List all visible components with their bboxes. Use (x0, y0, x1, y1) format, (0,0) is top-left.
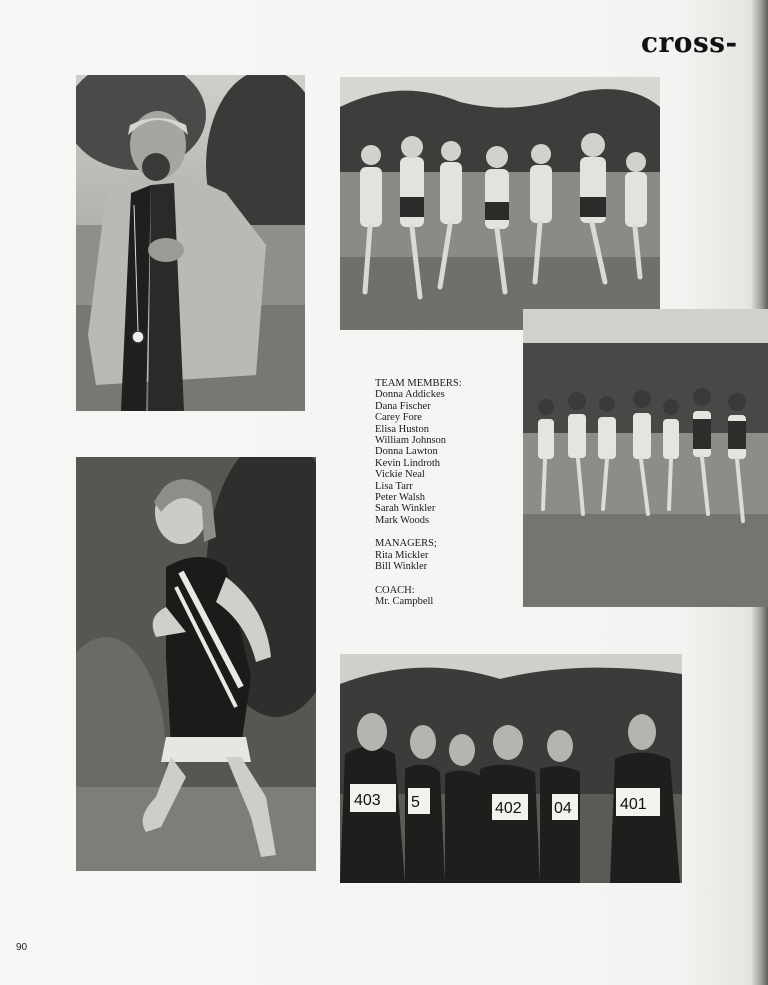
manager-name: Rita Mickler (375, 549, 429, 561)
managers-heading: MANAGERS; (375, 538, 437, 550)
page-headline: cross- (641, 26, 738, 59)
bib-number: 403 (354, 792, 381, 809)
coach-name: Mr. Campbell (375, 595, 434, 607)
team-members-heading: TEAM MEMBERS: (375, 378, 462, 389)
team-member-name: Peter Walsh (375, 492, 425, 504)
bib-number: 04 (554, 800, 572, 817)
manager-name: Bill Winkler (375, 561, 428, 573)
coach-group (375, 585, 520, 608)
team-member-name: Donna Addickes (375, 389, 445, 401)
coach-heading: COACH: (375, 584, 415, 596)
team-roster (375, 378, 520, 619)
boy-runner-photo (76, 457, 316, 871)
girls-team-running-photo (523, 309, 768, 607)
bib-number: 401 (620, 796, 647, 813)
bib-number: 402 (495, 800, 522, 817)
team-member-name: Sarah Winkler (375, 503, 436, 515)
team-member-name: Vickie Neal (375, 469, 425, 481)
team-member-name: Lisa Tarr (375, 480, 413, 492)
page-number: 90 (16, 942, 28, 953)
managers-group (375, 538, 520, 572)
team-member-name: William Johnson (375, 435, 447, 447)
runners-pack-photo (340, 77, 660, 330)
team-member-name: Carey Fore (375, 412, 422, 424)
team-member-name: Mark Woods (375, 514, 430, 526)
boys-team-lineup-photo (340, 654, 682, 883)
team-member-name: Dana Fischer (375, 400, 431, 412)
team-members-group (375, 378, 520, 526)
bib-number: 5 (411, 794, 420, 811)
coach-photo (76, 75, 305, 411)
team-member-name: Elisa Huston (375, 423, 429, 435)
team-member-name: Donna Lawton (375, 446, 438, 458)
team-member-name: Kevin Lindroth (375, 457, 441, 469)
